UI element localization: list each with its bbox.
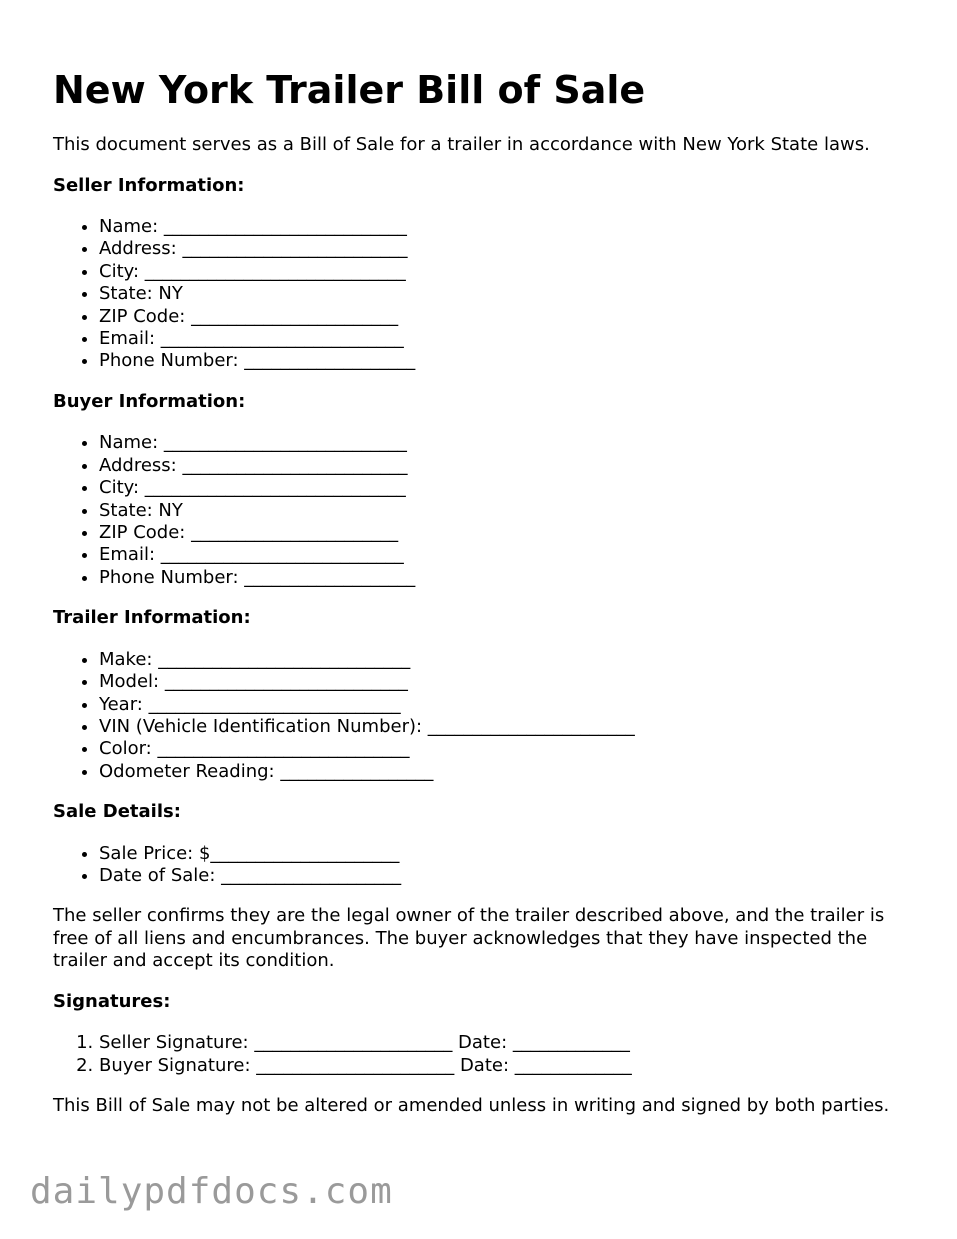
signatures-list bbox=[53, 1032, 923, 1077]
buyer-name-field: • Name: ___________________________ bbox=[99, 432, 923, 454]
buyer-email-field: • Email: ___________________________ bbox=[99, 544, 923, 566]
document-page bbox=[53, 66, 923, 1118]
seller-state-field: • State: NY bbox=[99, 283, 923, 305]
sale-heading: Sale Details: bbox=[53, 801, 181, 823]
trailer-heading: Trailer Information: bbox=[53, 607, 251, 629]
seller-fields-list bbox=[53, 216, 923, 373]
page-title: New York Trailer Bill of Sale bbox=[53, 68, 646, 112]
seller-email-field: • Email: ___________________________ bbox=[99, 328, 923, 350]
buyer-fields-list bbox=[53, 432, 923, 589]
buyer-phone-field: • Phone Number: ___________________ bbox=[99, 567, 923, 589]
buyer-zip-field: • ZIP Code: _______________________ bbox=[99, 522, 923, 544]
trailer-fields-list bbox=[53, 649, 923, 783]
buyer-city-field: • City: _____________________________ bbox=[99, 477, 923, 499]
trailer-year-field: • Year: ____________________________ bbox=[99, 694, 923, 716]
trailer-odometer-field: • Odometer Reading: _________________ bbox=[99, 761, 923, 783]
seller-phone-field: • Phone Number: ___________________ bbox=[99, 350, 923, 372]
seller-signature-line: 1. Seller Signature: ______________________ Date: _____________ bbox=[99, 1032, 923, 1054]
seller-name-field: • Name: ___________________________ bbox=[99, 216, 923, 238]
buyer-heading: Buyer Information: bbox=[53, 390, 246, 412]
buyer-address-field: • Address: _________________________ bbox=[99, 455, 923, 477]
buyer-signature-line: 2. Buyer Signature: ______________________ Date: _____________ bbox=[99, 1055, 923, 1077]
seller-city-field: • City: _____________________________ bbox=[99, 261, 923, 283]
trailer-vin-field: • VIN (Vehicle Identification Number): _______________________ bbox=[99, 716, 923, 738]
trailer-color-field: • Color: ____________________________ bbox=[99, 738, 923, 760]
sale-price-field: • Sale Price: $_____________________ bbox=[99, 843, 923, 865]
seller-address-field: • Address: _________________________ bbox=[99, 238, 923, 260]
intro-paragraph: This document serves as a Bill of Sale for a trailer in accordance with New York State laws. bbox=[53, 134, 870, 155]
trailer-model-field: • Model: ___________________________ bbox=[99, 671, 923, 693]
seller-zip-field: • ZIP Code: _______________________ bbox=[99, 306, 923, 328]
buyer-state-field: • State: NY bbox=[99, 500, 923, 522]
seller-heading: Seller Information: bbox=[53, 174, 245, 196]
sale-fields-list bbox=[53, 843, 923, 888]
watermark-text: dailypdfdocs.com bbox=[30, 1171, 393, 1212]
closing-paragraph: This Bill of Sale may not be altered or amended unless in writing and signed by both parties. bbox=[53, 1095, 890, 1117]
ownership-statement: The seller confirms they are the legal owner of the trailer described above, and the trailer is free of all liens and encumbrances. The buyer acknowledges that they have inspected the trailer and accept its condition. bbox=[53, 905, 885, 972]
signatures-heading: Signatures: bbox=[53, 990, 171, 1012]
trailer-make-field: • Make: ____________________________ bbox=[99, 649, 923, 671]
sale-date-field: • Date of Sale: ____________________ bbox=[99, 865, 923, 887]
